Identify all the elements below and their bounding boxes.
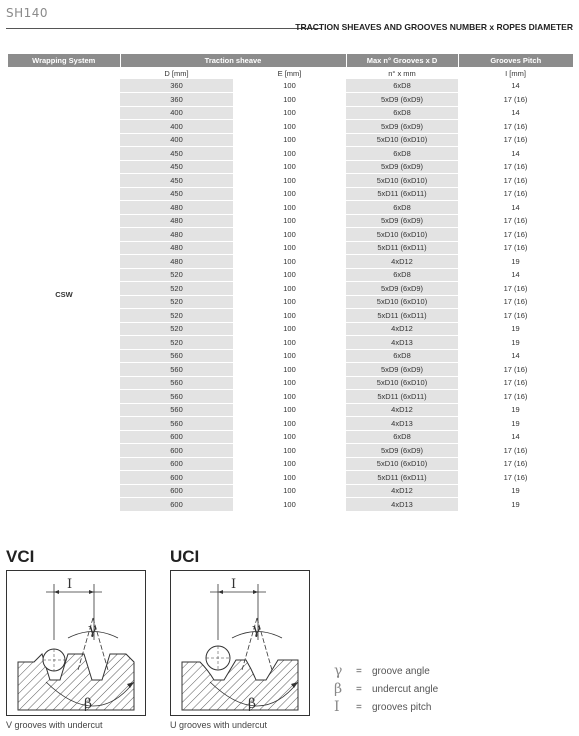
cell-grooves: 6xD8 [346, 147, 458, 161]
cell-grooves: 5xD10 (6xD10) [346, 174, 458, 188]
uci-drawing [170, 570, 310, 716]
cell-e: 100 [233, 147, 346, 161]
cell-pitch: 17 (16) [458, 160, 573, 174]
cell-d: 480 [120, 201, 233, 215]
cell-e: 100 [233, 201, 346, 215]
sheave-table [8, 54, 573, 512]
cell-d: 480 [120, 241, 233, 255]
sub-header-i: I [mm] [505, 68, 526, 78]
cell-d: 600 [120, 498, 233, 512]
cell-e: 100 [233, 214, 346, 228]
sub-header-empty [8, 67, 120, 79]
header-max-grooves: Max n° Grooves x D [346, 54, 458, 67]
cell-grooves: 6xD8 [346, 201, 458, 215]
cell-grooves: 6xD8 [346, 106, 458, 120]
legend-text-pitch: grooves pitch [372, 701, 432, 713]
cell-d: 480 [120, 228, 233, 242]
cell-pitch: 17 (16) [458, 241, 573, 255]
vci-pitch-symbol: I [67, 577, 73, 592]
cell-e: 100 [233, 174, 346, 188]
cell-d: 450 [120, 147, 233, 161]
cell-e: 100 [233, 106, 346, 120]
cell-pitch: 17 (16) [458, 444, 573, 458]
cell-d: 560 [120, 403, 233, 417]
vci-drawing [6, 570, 146, 716]
cell-grooves: 6xD8 [346, 349, 458, 363]
cell-e: 100 [233, 241, 346, 255]
sub-header-n: n° x mm [388, 68, 416, 78]
cell-d: 360 [120, 79, 233, 93]
cell-pitch: 14 [458, 106, 573, 120]
cell-d: 480 [120, 255, 233, 269]
cell-e: 100 [233, 390, 346, 404]
cell-e: 100 [233, 349, 346, 363]
cell-pitch: 14 [458, 201, 573, 215]
cell-pitch: 17 (16) [458, 228, 573, 242]
uci-pitch-symbol: I [231, 577, 237, 592]
cell-d: 520 [120, 309, 233, 323]
brand-logo: SH140 [6, 6, 49, 20]
cell-grooves: 5xD11 (6xD11) [346, 309, 458, 323]
cell-grooves: 5xD9 (6xD9) [346, 214, 458, 228]
legend-item-beta [334, 680, 438, 698]
legend-eq: = [356, 701, 362, 713]
cell-pitch: 17 (16) [458, 376, 573, 390]
table-body [8, 67, 573, 511]
uci-caption: U grooves with undercut [170, 720, 268, 730]
cell-d: 600 [120, 484, 233, 498]
legend-item-pitch [334, 698, 438, 716]
cell-d: 480 [120, 214, 233, 228]
cell-e: 100 [233, 336, 346, 350]
cell-e: 100 [233, 471, 346, 485]
cell-pitch: 17 (16) [458, 390, 573, 404]
cell-e: 100 [233, 322, 346, 336]
cell-pitch: 17 (16) [458, 282, 573, 296]
cell-e: 100 [233, 160, 346, 174]
cell-d: 400 [120, 120, 233, 134]
cell-d: 400 [120, 133, 233, 147]
cell-pitch: 19 [458, 336, 573, 350]
header-wrapping-system: Wrapping System [8, 54, 120, 67]
cell-pitch: 17 (16) [458, 363, 573, 377]
cell-pitch: 17 (16) [458, 174, 573, 188]
vci-diagram [6, 547, 146, 730]
legend-eq: = [356, 665, 362, 677]
legend-text-gamma: groove angle [372, 665, 430, 677]
cell-pitch: 14 [458, 430, 573, 444]
cell-d: 560 [120, 376, 233, 390]
vci-caption: V grooves with undercut [6, 720, 103, 730]
cell-d: 360 [120, 93, 233, 107]
title-rule [6, 28, 321, 29]
cell-pitch: 17 (16) [458, 214, 573, 228]
cell-e: 100 [233, 376, 346, 390]
cell-grooves: 5xD11 (6xD11) [346, 241, 458, 255]
vci-gamma-symbol: γ [88, 620, 97, 638]
cell-pitch: 19 [458, 403, 573, 417]
uci-beta-symbol: β [248, 696, 257, 712]
cell-pitch: 19 [458, 484, 573, 498]
cell-grooves: 4xD12 [346, 322, 458, 336]
cell-grooves: 5xD9 (6xD9) [346, 282, 458, 296]
cell-grooves: 4xD12 [346, 484, 458, 498]
cell-grooves: 5xD11 (6xD11) [346, 187, 458, 201]
cell-grooves: 5xD11 (6xD11) [346, 471, 458, 485]
sub-header-row [8, 67, 573, 79]
cell-e: 100 [233, 255, 346, 269]
vci-label: VCI [6, 547, 35, 566]
wrapping-system-cell: CSW [8, 79, 120, 511]
legend-symbol-beta: β [334, 681, 343, 697]
cell-grooves: 5xD10 (6xD10) [346, 457, 458, 471]
cell-grooves: 5xD10 (6xD10) [346, 295, 458, 309]
cell-pitch: 14 [458, 268, 573, 282]
cell-pitch: 17 (16) [458, 93, 573, 107]
cell-d: 450 [120, 160, 233, 174]
cell-grooves: 4xD12 [346, 403, 458, 417]
cell-e: 100 [233, 417, 346, 431]
cell-grooves: 5xD9 (6xD9) [346, 444, 458, 458]
cell-d: 520 [120, 322, 233, 336]
cell-e: 100 [233, 444, 346, 458]
cell-pitch: 19 [458, 322, 573, 336]
cell-grooves: 5xD9 (6xD9) [346, 363, 458, 377]
cell-grooves: 5xD10 (6xD10) [346, 133, 458, 147]
cell-pitch: 17 (16) [458, 187, 573, 201]
cell-e: 100 [233, 268, 346, 282]
cell-d: 560 [120, 390, 233, 404]
cell-d: 560 [120, 417, 233, 431]
cell-pitch: 17 (16) [458, 471, 573, 485]
cell-grooves: 6xD8 [346, 268, 458, 282]
cell-e: 100 [233, 187, 346, 201]
cell-pitch: 17 (16) [458, 309, 573, 323]
page-title: TRACTION SHEAVES AND GROOVES NUMBER x ROPES DIAMETER [295, 22, 573, 32]
symbol-legend [334, 662, 438, 716]
uci-gamma-symbol: γ [252, 620, 261, 638]
cell-pitch: 19 [458, 255, 573, 269]
cell-grooves: 5xD9 (6xD9) [346, 93, 458, 107]
cell-pitch: 17 (16) [458, 457, 573, 471]
header-grooves-pitch: Grooves Pitch [458, 54, 573, 67]
legend-eq: = [356, 683, 362, 695]
header-traction-sheave: Traction sheave [120, 54, 346, 67]
cell-d: 520 [120, 336, 233, 350]
cell-grooves: 5xD9 (6xD9) [346, 160, 458, 174]
cell-e: 100 [233, 363, 346, 377]
cell-d: 560 [120, 349, 233, 363]
cell-d: 520 [120, 268, 233, 282]
cell-d: 400 [120, 106, 233, 120]
cell-e: 100 [233, 295, 346, 309]
cell-d: 520 [120, 282, 233, 296]
cell-grooves: 4xD13 [346, 417, 458, 431]
cell-d: 520 [120, 295, 233, 309]
sub-header-d: D [mm] [164, 68, 189, 78]
cell-pitch: 14 [458, 79, 573, 93]
legend-text-beta: undercut angle [372, 683, 439, 695]
cell-grooves: 4xD13 [346, 498, 458, 512]
cell-grooves: 4xD13 [346, 336, 458, 350]
legend-symbol-gamma: γ [334, 663, 343, 679]
cell-d: 600 [120, 457, 233, 471]
cell-e: 100 [233, 403, 346, 417]
cell-d: 600 [120, 444, 233, 458]
legend-symbol-pitch: I [334, 699, 340, 715]
cell-e: 100 [233, 430, 346, 444]
table-row [8, 79, 573, 93]
cell-pitch: 17 (16) [458, 295, 573, 309]
cell-grooves: 6xD8 [346, 79, 458, 93]
cell-pitch: 14 [458, 147, 573, 161]
cell-e: 100 [233, 484, 346, 498]
cell-e: 100 [233, 498, 346, 512]
cell-grooves: 5xD9 (6xD9) [346, 120, 458, 134]
cell-grooves: 6xD8 [346, 430, 458, 444]
cell-pitch: 17 (16) [458, 133, 573, 147]
uci-diagram [170, 547, 310, 730]
vci-beta-symbol: β [84, 696, 93, 712]
cell-d: 560 [120, 363, 233, 377]
cell-grooves: 5xD10 (6xD10) [346, 376, 458, 390]
cell-e: 100 [233, 120, 346, 134]
cell-d: 450 [120, 174, 233, 188]
cell-pitch: 19 [458, 417, 573, 431]
cell-e: 100 [233, 93, 346, 107]
cell-grooves: 5xD10 (6xD10) [346, 228, 458, 242]
cell-e: 100 [233, 133, 346, 147]
cell-e: 100 [233, 282, 346, 296]
cell-grooves: 4xD12 [346, 255, 458, 269]
sub-header-e: E [mm] [277, 68, 302, 78]
cell-pitch: 19 [458, 498, 573, 512]
cell-e: 100 [233, 79, 346, 93]
cell-pitch: 17 (16) [458, 120, 573, 134]
cell-e: 100 [233, 457, 346, 471]
cell-d: 450 [120, 187, 233, 201]
cell-d: 600 [120, 430, 233, 444]
cell-e: 100 [233, 309, 346, 323]
uci-label: UCI [170, 547, 200, 566]
cell-d: 600 [120, 471, 233, 485]
cell-grooves: 5xD11 (6xD11) [346, 390, 458, 404]
legend-item-gamma [334, 662, 438, 680]
cell-pitch: 14 [458, 349, 573, 363]
cell-e: 100 [233, 228, 346, 242]
